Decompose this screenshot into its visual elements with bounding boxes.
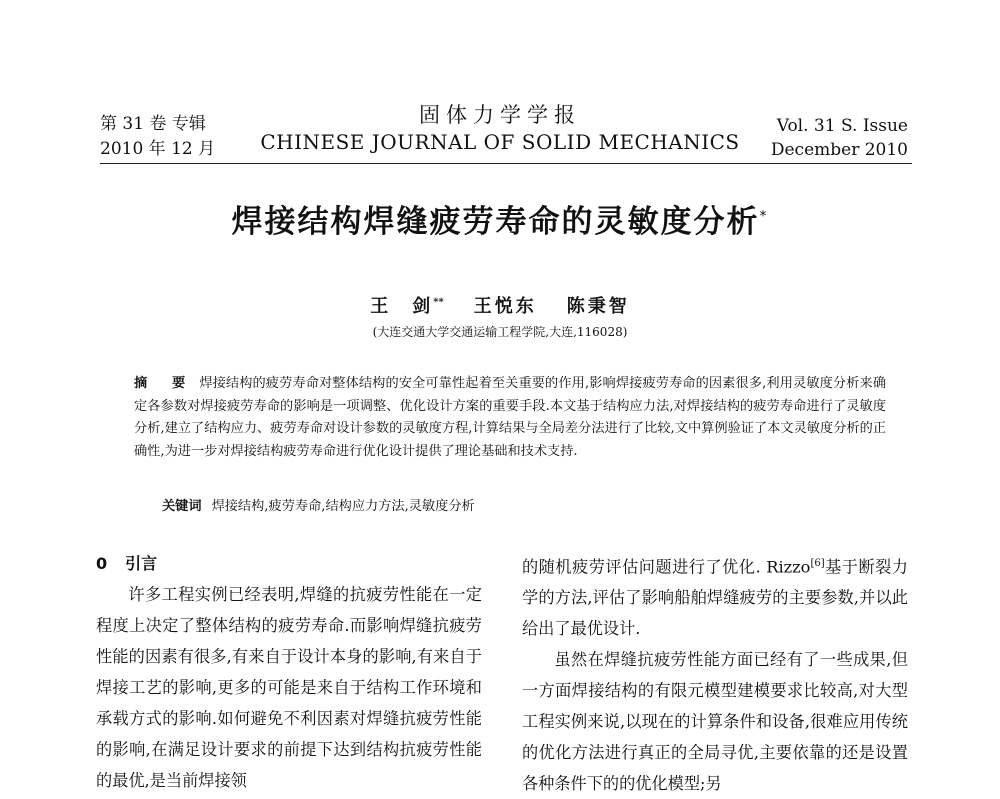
body-column-right — [522, 548, 908, 799]
keywords — [162, 495, 475, 514]
right-paragraph-1 — [522, 548, 908, 644]
author-2: 王悦东 — [473, 296, 537, 317]
issue-cn: 第 31 卷 专辑 — [100, 114, 206, 134]
right-paragraph-1-a: 的随机疲劳评估问题进行了优化. Rizzo — [522, 557, 811, 577]
right-paragraph-1-b: 基于断裂力学的方法,评估了影响船舶焊缝疲劳的主要参数,并以此给出了最优设计. — [522, 557, 908, 639]
section-number: 0 — [96, 554, 108, 573]
affiliation: (大连交通大学交通运输工程学院,大连,116028) — [372, 325, 628, 339]
intro-paragraph: 许多工程实例已经表明,焊缝的抗疲劳性能在一定程度上决定了整体结构的疲劳寿命.而影响焊缝抗疲劳性能的因素有很多,有来自于设计本身的影响,有来自于焊接工艺的影响,更多的可能是来自于结构工作环境和承载方式的影响.如何避免不利因素对焊缝抗疲劳性能的影响,在满足设计要求的前提下达到结构抗疲劳性能的最优,是当前焊接领 — [96, 585, 482, 790]
body-column-left — [96, 548, 482, 796]
author-list — [0, 292, 1000, 318]
citation-ref: [6] — [810, 558, 825, 569]
volume-en: Vol. 31 S. Issue — [776, 116, 908, 136]
author-1-mark: ** — [433, 297, 444, 308]
abstract-text: 焊接结构的疲劳寿命对整体结构的安全可靠性起着至关重要的作用,影响焊接疲劳寿命的因素很多,利用灵敏度分析来确定各参数对焊接疲劳寿命的影响是一项调整、优化设计方案的重要手段.本文基于结构应力法,对焊接结构的疲劳寿命进行了灵敏度分析,建立了结构应力、疲劳寿命对设计参数的灵敏度方程,计算结果与全局差分法进行了比较,文中算例验证了本文灵敏度分析的正确性,为进一步对焊接结构疲劳寿命进行优化设计提供了理论基础和技术支持. — [134, 376, 887, 459]
header-divider — [100, 163, 912, 164]
journal-name-en: CHINESE JOURNAL OF SOLID MECHANICS — [260, 130, 740, 154]
date-en: December 2010 — [770, 140, 908, 160]
keywords-text: 焊接结构,疲劳寿命,结构应力方法,灵敏度分析 — [211, 499, 475, 514]
keywords-label: 关键词 — [162, 499, 202, 514]
abstract — [134, 373, 886, 463]
volume-info — [771, 114, 908, 162]
journal-name-cn: 固体力学学报 — [419, 103, 581, 127]
right-paragraph-2: 虽然在焊缝抗疲劳性能方面已经有了一些成果,但一方面焊接结构的有限元模型建模要求比较高,对大型工程实例来说,以现在的计算条件和设备,很难应用传统的优化方法进行真正的全局寻优,主要依靠的还是设置各种条件下的的优化模型;另 — [522, 650, 908, 794]
title-footnote-mark: * — [759, 208, 769, 225]
section-heading — [96, 548, 482, 579]
paper-title — [0, 196, 1000, 241]
author-1: 王 剑 — [370, 296, 434, 317]
author-3: 陈秉智 — [566, 296, 630, 317]
paper-title-text: 焊接结构焊缝疲劳寿命的灵敏度分析 — [231, 204, 760, 240]
section-title: 引言 — [125, 554, 158, 573]
abstract-label: 摘 要 — [134, 376, 196, 391]
date-cn: 2010 年 12 月 — [100, 139, 216, 159]
